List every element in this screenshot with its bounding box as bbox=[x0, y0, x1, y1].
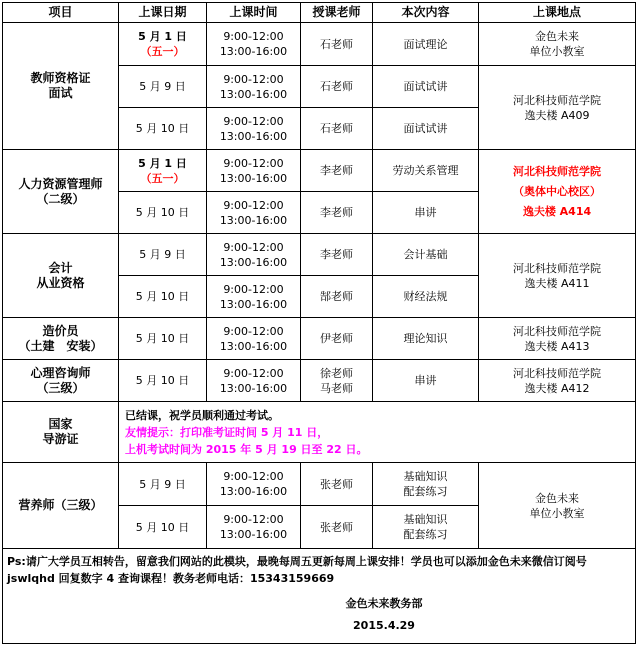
category-label: （二级） bbox=[36, 191, 85, 206]
date-cell: 5 月 10 日 bbox=[119, 360, 207, 402]
time-cell bbox=[207, 463, 301, 506]
table-row bbox=[3, 318, 636, 360]
category-cell bbox=[3, 234, 119, 318]
table-row bbox=[3, 234, 636, 276]
notice-line: 已结课，祝学员顺利通过考试。 bbox=[125, 408, 279, 422]
category-label: （土建 安装） bbox=[18, 338, 103, 353]
date-cell: 5 月 9 日 bbox=[119, 234, 207, 276]
time-cell bbox=[207, 318, 301, 360]
date-cell: 5 月 10 日 bbox=[119, 108, 207, 150]
location-line: 河北科技师范学院 bbox=[513, 93, 601, 107]
teacher-name: 徐老师 bbox=[320, 366, 353, 380]
teacher-cell: 张老师 bbox=[301, 506, 373, 549]
time-pm: 13:00-16:00 bbox=[219, 45, 288, 58]
location-line: 金色未来 bbox=[535, 30, 579, 43]
category-label: 心理咨询师 bbox=[30, 365, 91, 380]
time-am: 9:00-12:00 bbox=[223, 72, 284, 86]
date-label: 5 月 1 日 bbox=[138, 156, 187, 170]
time-pm: 13:00-16:00 bbox=[219, 381, 288, 395]
teacher-cell bbox=[301, 360, 373, 402]
footer-date: 2015.4.29 bbox=[353, 619, 415, 632]
content-cell: 面试试讲 bbox=[373, 66, 479, 108]
content-cell: 面试试讲 bbox=[373, 108, 479, 150]
time-cell bbox=[207, 150, 301, 192]
time-pm: 13:00-16:00 bbox=[219, 297, 288, 311]
time-cell bbox=[207, 192, 301, 234]
holiday-label: （五一） bbox=[140, 45, 185, 58]
time-cell bbox=[207, 23, 301, 66]
date-cell: 5 月 10 日 bbox=[119, 506, 207, 549]
time-am: 9:00-12:00 bbox=[223, 513, 284, 526]
category-label: 从业资格 bbox=[36, 275, 85, 290]
table-row bbox=[3, 402, 636, 463]
content-cell: 串讲 bbox=[373, 360, 479, 402]
content-cell: 理论知识 bbox=[373, 318, 479, 360]
content-cell: 串讲 bbox=[373, 192, 479, 234]
holiday-label: （五一） bbox=[140, 171, 185, 185]
location-line: 逸夫楼 A411 bbox=[524, 276, 590, 290]
location-line: 逸夫楼 A412 bbox=[524, 381, 590, 395]
date-cell: 5 月 9 日 bbox=[119, 463, 207, 506]
teacher-cell: 石老师 bbox=[301, 108, 373, 150]
header-date: 上课日期 bbox=[119, 3, 207, 23]
location-line: 逸夫楼 A413 bbox=[524, 339, 590, 353]
header-time: 上课时间 bbox=[207, 3, 301, 23]
time-am: 9:00-12:00 bbox=[223, 240, 284, 254]
time-am: 9:00-12:00 bbox=[223, 198, 284, 212]
time-cell bbox=[207, 234, 301, 276]
time-cell bbox=[207, 360, 301, 402]
content-cell: 面试理论 bbox=[373, 23, 479, 66]
location-cell-highlight bbox=[479, 150, 636, 234]
teacher-cell: 石老师 bbox=[301, 23, 373, 66]
time-am: 9:00-12:00 bbox=[223, 324, 284, 338]
time-pm: 13:00-16:00 bbox=[219, 129, 288, 143]
time-pm: 13:00-16:00 bbox=[219, 528, 288, 541]
header-content: 本次内容 bbox=[373, 3, 479, 23]
teacher-cell: 石老师 bbox=[301, 66, 373, 108]
teacher-cell: 伊老师 bbox=[301, 318, 373, 360]
location-cell bbox=[479, 23, 636, 66]
time-am: 9:00-12:00 bbox=[223, 30, 284, 43]
location-line: （奥体中心校区） bbox=[513, 184, 601, 198]
time-pm: 13:00-16:00 bbox=[219, 255, 288, 269]
time-cell bbox=[207, 66, 301, 108]
location-line: 单位小教室 bbox=[529, 506, 585, 520]
teacher-cell: 李老师 bbox=[301, 234, 373, 276]
location-line: 河北科技师范学院 bbox=[513, 366, 601, 380]
content-line: 配套练习 bbox=[403, 485, 448, 498]
date-cell: 5 月 9 日 bbox=[119, 66, 207, 108]
time-cell bbox=[207, 276, 301, 318]
time-pm: 13:00-16:00 bbox=[219, 213, 288, 227]
category-cell bbox=[3, 360, 119, 402]
time-pm: 13:00-16:00 bbox=[219, 485, 288, 498]
location-line: 逸夫楼 A409 bbox=[524, 108, 590, 122]
content-cell bbox=[373, 463, 479, 506]
header-row bbox=[3, 3, 636, 23]
footer-org: 金色未来教务部 bbox=[345, 597, 423, 610]
footer-row bbox=[3, 549, 636, 644]
category-label: 国家 bbox=[48, 417, 73, 431]
time-pm: 13:00-16:00 bbox=[219, 171, 288, 185]
content-cell: 劳动关系管理 bbox=[373, 150, 479, 192]
teacher-cell: 张老师 bbox=[301, 463, 373, 506]
teacher-cell: 郜老师 bbox=[301, 276, 373, 318]
content-line: 基础知识 bbox=[403, 513, 448, 526]
time-am: 9:00-12:00 bbox=[223, 366, 284, 380]
location-cell bbox=[479, 66, 636, 150]
location-line: 金色未来 bbox=[535, 491, 579, 505]
location-cell bbox=[479, 318, 636, 360]
header-project: 项目 bbox=[3, 3, 119, 23]
footer-cell bbox=[3, 549, 636, 644]
time-pm: 13:00-16:00 bbox=[219, 87, 288, 101]
category-label: 造价员 bbox=[42, 323, 79, 338]
location-cell bbox=[479, 234, 636, 318]
location-cell bbox=[479, 463, 636, 549]
location-line: 单位小教室 bbox=[529, 45, 585, 58]
category-cell bbox=[3, 318, 119, 360]
time-pm: 13:00-16:00 bbox=[219, 339, 288, 353]
category-label: 人力资源管理师 bbox=[18, 176, 103, 191]
content-cell: 会计基础 bbox=[373, 234, 479, 276]
category-label: 会计 bbox=[48, 260, 73, 275]
category-label: 面试 bbox=[48, 86, 73, 100]
table-row bbox=[3, 463, 636, 506]
table-row bbox=[3, 150, 636, 192]
notice-highlight: 友情提示：打印准考证时间 5 月 11 日， bbox=[125, 425, 329, 439]
category-cell bbox=[3, 402, 119, 463]
category-label: 营养师（三级） bbox=[18, 498, 103, 512]
date-cell: 5 月 10 日 bbox=[119, 276, 207, 318]
location-cell bbox=[479, 360, 636, 402]
time-am: 9:00-12:00 bbox=[223, 114, 284, 128]
teacher-cell: 李老师 bbox=[301, 192, 373, 234]
table-row bbox=[3, 23, 636, 66]
ps-note: Ps:请广大学员互相转告，留意我们网站的此模块，最晚每周五更新每周上课安排！学员也可以添加金色未来微信订阅号 jswlqhd 回复数字 4 查询课程！教务老师电话：15343159669 bbox=[7, 555, 587, 585]
table-row bbox=[3, 360, 636, 402]
teacher-name: 马老师 bbox=[320, 381, 353, 395]
content-cell bbox=[373, 506, 479, 549]
location-line: 河北科技师范学院 bbox=[513, 324, 601, 338]
content-cell: 财经法规 bbox=[373, 276, 479, 318]
category-label: 导游证 bbox=[42, 432, 79, 446]
header-location: 上课地点 bbox=[479, 3, 636, 23]
location-line: 逸夫楼 A414 bbox=[522, 204, 592, 218]
content-line: 配套练习 bbox=[403, 528, 448, 541]
time-am: 9:00-12:00 bbox=[223, 282, 284, 296]
category-label: 教师资格证 bbox=[30, 71, 91, 85]
location-line: 河北科技师范学院 bbox=[513, 261, 601, 275]
teacher-cell: 李老师 bbox=[301, 150, 373, 192]
category-label: （三级） bbox=[36, 380, 85, 395]
header-teacher: 授课老师 bbox=[301, 3, 373, 23]
time-cell bbox=[207, 506, 301, 549]
time-am: 9:00-12:00 bbox=[223, 156, 284, 170]
content-line: 基础知识 bbox=[403, 470, 448, 483]
category-cell bbox=[3, 463, 119, 549]
date-label: 5 月 1 日 bbox=[138, 30, 187, 43]
date-cell: 5 月 10 日 bbox=[119, 318, 207, 360]
time-am: 9:00-12:00 bbox=[223, 470, 284, 483]
date-cell bbox=[119, 150, 207, 192]
date-cell: 5 月 10 日 bbox=[119, 192, 207, 234]
category-cell bbox=[3, 150, 119, 234]
notice-highlight: 上机考试时间为 2015 年 5 月 19 日至 22 日。 bbox=[125, 442, 368, 456]
time-cell bbox=[207, 108, 301, 150]
category-cell bbox=[3, 23, 119, 150]
date-cell bbox=[119, 23, 207, 66]
location-line: 河北科技师范学院 bbox=[513, 164, 601, 178]
schedule-table bbox=[2, 2, 636, 644]
guide-notice bbox=[119, 402, 636, 463]
